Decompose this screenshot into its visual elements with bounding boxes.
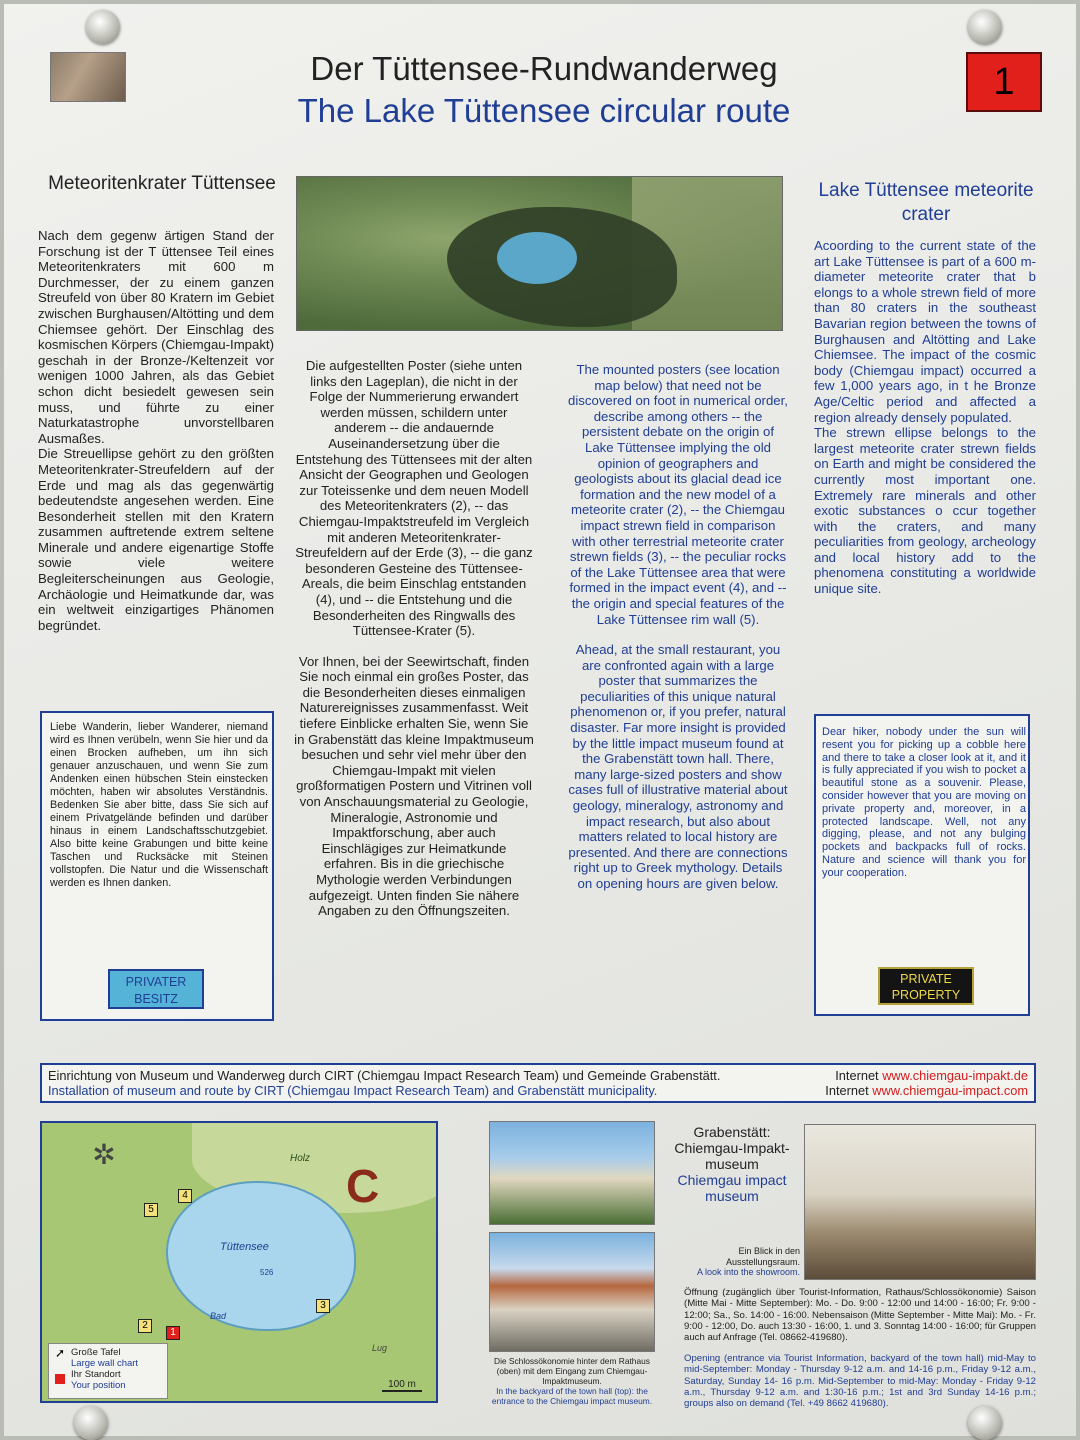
photo-caption-german: Die Schlossökonomie hinter dem Rathaus (oben) mit dem Eingang zum Chiemgau-Impaktmuseum. (494, 1356, 650, 1386)
left-paragraph-2: Die Streuellipse gehört zu den größten Meteoritenkrater-Streufeldern auf der Erde und mag als das gegenwärtig bedeutendste angesehen werden. Eine Besonderheit stellen mit den Kratern zusammen auftretende extrem seltene Minerale und andere eigenartige Stoffe sowie viele weitere Begleiterscheinungen aus Geologie, Archäologie und Heimatkunde dar, was ein weltweit einzigartiges Phänomen begründet. (38, 446, 274, 633)
bath-label: Bad (210, 1311, 227, 1321)
showroom-caption-german: Ein Blick in den Ausstellungsraum. (725, 1246, 800, 1267)
townhall-photo (489, 1121, 655, 1225)
legend-position-en: Your position (71, 1380, 126, 1391)
screw-icon (968, 10, 1002, 44)
station-number-badge: 1 (966, 52, 1042, 112)
credits-bar (40, 1063, 1036, 1103)
middle-de-paragraph-2: Vor Ihnen, bei der Seewirtschaft, finden Sie noch einmal ein großes Poster, das die Besonderheiten dieses einmaligen Naturereignisses zusammenfasst. Weit tiefere Einblicke erhalten Sie, wenn Sie in Grabenstätt das kleine Impaktmuseum besuchen und sehr viel mehr über den Chiemgau-Impakt mit vielen großformatigen Postern und Vitrinen voll von Anschauungsmaterial zu Geologie, Mineralogie, Astronomie und Impaktforschung, aber auch Einschlägiges zur Heimatkunde erfahren. Bis in die griechische Mythologie werden Verbindungen aufgezeigt. Unten finden Sie nähere Angaben zu den Öffnungszeiten. (294, 653, 534, 919)
map-legend (48, 1343, 168, 1399)
lake-label: Tüttensee (220, 1241, 269, 1253)
credits-english: Installation of museum and route by CIRT (Chiemgau Impact Research Team) and Grabenstätt municipality. (48, 1083, 658, 1098)
photo-caption (482, 1356, 662, 1406)
showroom-caption (680, 1246, 800, 1278)
private-property-sign-english: PRIVATE PROPERTY (878, 967, 974, 1005)
right-text (814, 238, 1036, 597)
map-marker-2: 2 (138, 1319, 152, 1333)
internet-line-de (835, 1068, 1028, 1083)
screw-icon (968, 1406, 1002, 1440)
middle-german-text (294, 358, 534, 919)
wood-label: Holz (290, 1153, 311, 1164)
right-paragraph-2: The strewn ellipse belongs to the largest meteorite crater strewn fields on Earth and might be considered the currently most important one. Extremely rare minerals and other exotic substances o ccur together with the craters, and many peculiarities from geology, archeology and local history add to the phenomena constituting a worldwide unique site. (814, 425, 1036, 597)
aerial-photo (296, 176, 783, 331)
internet-label: Internet (825, 1083, 869, 1098)
map-marker-5: 5 (144, 1203, 158, 1217)
showroom-photo (804, 1124, 1036, 1280)
opening-hours-german: Öffnung (zugänglich über Tourist-Information, Rathaus/Schlossökonomie) Saison (Mitte Mai - Mitte September): Mo. - Do. 9:00 - 12:00 und 14:00 - 16:00; Fr. 9:00 - 12:00; Sa., So. 14:00 - 16:00. Nebensaison (Mitte September - Mitte Mai): Mo. - Fr. 9:00 - 12:00, Do. auch 13:30 - 16:00, 1. und 3. Sonntag 14:00 - 16:00; für Gruppen auch auf Anfrage (Tel. 08662-419680). (684, 1287, 1036, 1344)
map-marker-4: 4 (178, 1189, 192, 1203)
middle-en-paragraph-1: The mounted posters (see location map below) that need not be discovered on foot in numerical order, describe among others -- the persistent debate on the origin of Lake Tüttensee implying the old opinion of geographers and geologists about its glacial dead ice formation and the new model of a meteorite crater (2), -- the Chiemgau impact strewn field in comparison with other terrestrial meteorite crater strewn fields (3), -- the peculiar rocks of the Lake Tüttensee area that were formed in the impact event (4), and -- the origin and special features of the Lake Tüttensee rim wall (5). (568, 362, 788, 627)
url-german-site[interactable]: www.chiemgau-impakt.de (882, 1068, 1028, 1083)
credits-german: Einrichtung von Museum und Wanderweg durch CIRT (Chiemgau Impact Research Team) und Gemeinde Grabenstätt. (48, 1068, 721, 1083)
notice-text-english: Dear hiker, nobody under the sun will resent you for picking up a cobble here and there to take a closer look at it, and it is fully appreciated if you wish to pocket a beautiful stone as a souvenir. Please, consider however that you are moving on private property and, moreover, in a protected landscape. Well, not any digging, please, and not any bulging pockets and backpacks full of rocks. Nature and science will thank you for your cooperation. (822, 726, 1026, 879)
legend-wall-chart-de: Große Tafel (71, 1347, 121, 1358)
museum-heading-english: Chiemgau impact museum (677, 1172, 787, 1204)
position-square-icon (55, 1374, 65, 1384)
map-marker-1: 1 (166, 1326, 180, 1340)
photo-caption-english: In the backyard of the town hall (top): the entrance to the Chiemgau impact museum. (491, 1386, 653, 1406)
url-english-site[interactable]: www.chiemgau-impact.com (872, 1083, 1028, 1098)
location-map (40, 1121, 438, 1403)
middle-en-paragraph-2: Ahead, at the small restaurant, you are confronted again with a large poster that summarizes the peculiarities of this unique natural phenomenon or, if you prefer, natural disaster. Far more insight is provided by the little impact museum found at the Grabenstätt town hall. There, many large-sized posters and show cases full of illustrative material about geology, mineralogy, astronomy and impact research, but also about matters related to local history are presented. And there are connections right up to Greek mythology. Details on opening hours are given below. (568, 642, 788, 891)
arrow-icon: ➚ (55, 1346, 66, 1360)
notice-text-german: Liebe Wanderin, lieber Wanderer, niemand wird es Ihnen verübeln, wenn Sie hier und da einen Brocken aufheben, um ihn sich genauer anzuschauen, und wenn Sie zum Andenken einen hübschen Stein einstecken möchten, haben wir absolutes Verständnis. Bedenken Sie aber bitte, dass Sie sich auf einem Privatgelände befinden und darüber hinaus in einem Landschaftsschutzgebiet. Also bitte keine Grabungen und bitte keine Taschen und Rucksäcke mit Steinen vollstopfen. Die Natur und die Wissenschaft werden es Ihnen danken. (50, 721, 268, 889)
scale-bar: 100 m (382, 1379, 422, 1392)
right-heading: Lake Tüttensee meteorite crater (818, 180, 1034, 225)
compass-rose-icon: ✲ (92, 1139, 116, 1170)
middle-english-text (568, 362, 788, 892)
museum-heading (670, 1124, 794, 1204)
map-marker-3: 3 (316, 1299, 330, 1313)
courtyard-photo (489, 1232, 655, 1352)
legend-wall-chart-en: Large wall chart (71, 1358, 139, 1369)
museum-heading-german: Grabenstätt: Chiemgau-Impakt-museum (674, 1124, 790, 1172)
crater-symbol: C (346, 1160, 380, 1212)
left-text (38, 228, 274, 633)
lug-label: Lug (372, 1343, 388, 1353)
left-paragraph-1: Nach dem gegenw ärtigen Stand der Forschung ist der T üttensee Teil eines Meteoritenkraters mit 600 m Durchmesser, der zu einem ganzen Streufeld von über 80 Kratern im Gebiet zwischen Burghausen/Altötting und dem Chiemsee gehört. Der Einschlag des kosmischen Körpers (Chiemgau-Impakt) geschah in der Bronze-/Keltenzeit vor wenigen 1000 Jahren, als das Gebiet schon dicht besiedelt gewesen sein muss, und führte zu einer Naturkatastrophe unvorstellbaren Ausmaßes. (38, 228, 274, 446)
lake-area (497, 232, 577, 284)
legend-position-de: Ihr Standort (71, 1369, 121, 1380)
showroom-caption-english: A look into the showroom. (696, 1267, 800, 1277)
title-english: The Lake Tüttensee circular route (297, 92, 791, 129)
middle-de-paragraph-1: Die aufgestellten Poster (siehe unten links den Lageplan), die nicht in der Folge der Nummerierung erwandert werden müssen, schildern unter anderem -- die andauernde Auseinandersetzung über die Entstehung des Tüttensees mit der alten Ansicht der Geographen und Geologen zur Toteissenke und dem neuen Modell des Meteoritenkraters (2), -- das Chiemgau-Impaktstreufeld im Vergleich mit anderen Meteoritenkrater-Streufeldern auf der Erde (3), -- die ganz besonderen Gesteine des Tüttensee-Areals, die beim Einschlag entstanden (4), und -- die Entstehung und die Besonderheiten des Ringwalls des Tüttensee-Krater (5). (295, 358, 533, 639)
internet-label: Internet (835, 1068, 879, 1083)
screw-icon (86, 10, 120, 44)
elevation-label: 526 (260, 1268, 274, 1277)
right-paragraph-1: Acoording to the current state of the art Lake Tüttensee is part of a 600 m-diameter meteorite crater that b elongs to a whole strewn field of more than 80 craters in the southeast Bavarian region between the towns of Burghausen and Altötting and Lake Chiemsee. The impact of the cosmic body (Chiemgau impact) occurred a few 1,000 years ago, in t he Bronze Age/Celtic period and affected a region already densely populated. (814, 238, 1036, 425)
opening-hours-english: Opening (entrance via Tourist Information, backyard of the town hall) mid-May to mid-September: Monday - Thursday 9-12 a.m. and 14-16 p.m., Friday 9-12 a.m., Saturday, Sunday 14- 16 p.m. Mid-September to mid-May: Monday - Friday 9-12 a.m., Thursday 9-12 a.m. and 1:30-16 p.m.; 1st and 3rd Sunday 14-16 p.m.; groups also on demand (Tel. +49 8662 419680). (684, 1353, 1036, 1410)
screw-icon (74, 1406, 108, 1440)
left-heading: Meteoritenkrater Tüttensee (48, 173, 276, 194)
title-german: Der Tüttensee-Rundwanderweg (310, 50, 778, 87)
private-property-sign-german: PRIVATER BESITZ (108, 969, 204, 1009)
internet-line-en (825, 1083, 1028, 1098)
